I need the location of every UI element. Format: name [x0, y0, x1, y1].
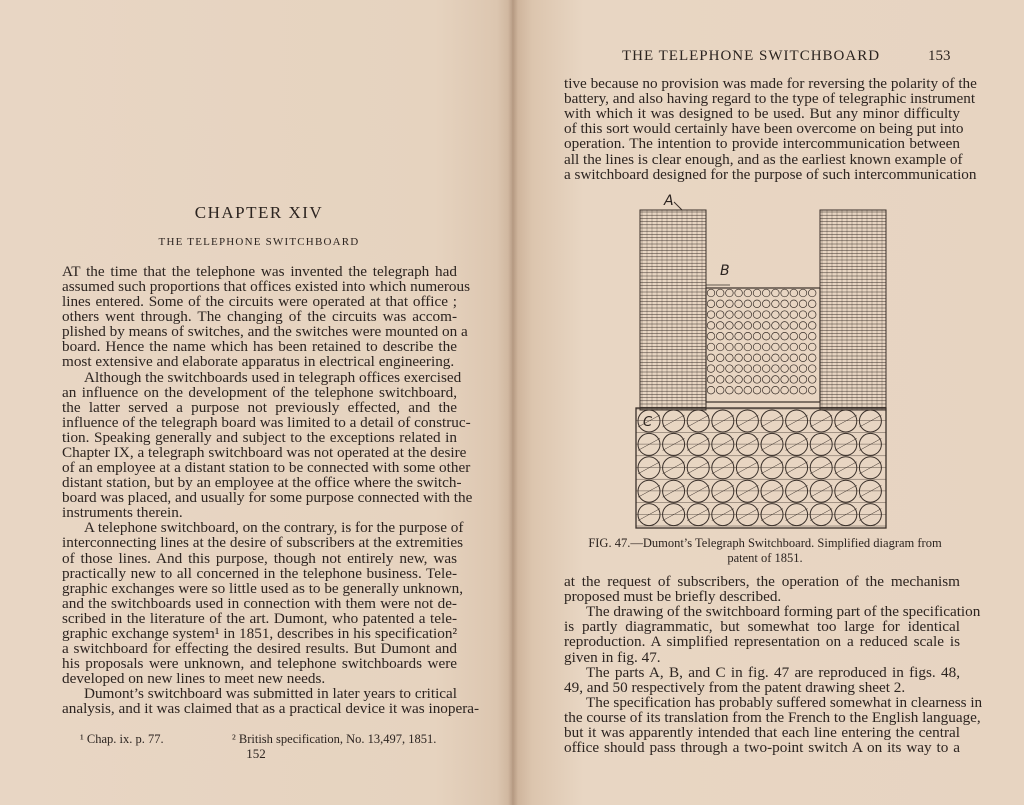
diagram-switch	[799, 322, 807, 330]
diagram-wire	[638, 438, 660, 450]
text-line: given in fig. 47.	[564, 648, 661, 666]
diagram-switch	[707, 376, 715, 384]
diagram-switch	[744, 386, 752, 394]
diagram-switch	[808, 386, 816, 394]
diagram-wire	[835, 438, 857, 450]
diagram-switch	[799, 354, 807, 362]
diagram-switch	[781, 311, 789, 319]
diagram-switch	[790, 343, 798, 351]
diagram-switch	[762, 386, 770, 394]
text-line: Although the switchboards used in telegraph offices exercised	[84, 368, 462, 386]
diagram-switch	[735, 365, 743, 373]
text-line: The drawing of the switchboard forming part of the specification	[586, 603, 981, 621]
diagram-switch	[790, 365, 798, 373]
text-line: an influence on the development of the telephone switchboard,	[62, 383, 457, 401]
diagram-switch	[772, 354, 780, 362]
diagram-wire	[786, 462, 808, 474]
diagram-switch	[762, 311, 770, 319]
chapter-heading: CHAPTER XIV	[194, 203, 324, 222]
figure-label-a: A	[664, 193, 674, 209]
diagram-switch	[772, 289, 780, 297]
text-line: 49, and 50 respectively from the patent drawing sheet 2.	[564, 678, 906, 696]
text-line: tion. Speaking generally and subject to the exceptions related in	[62, 428, 457, 446]
diagram-switch	[726, 386, 734, 394]
diagram-wire	[712, 415, 734, 427]
diagram-switch	[726, 300, 734, 308]
diagram-switch	[799, 376, 807, 384]
diagram-switch	[707, 365, 715, 373]
text-line: of those lines. And this purpose, though not entirely new, was	[62, 549, 457, 567]
diagram-switch	[799, 311, 807, 319]
diagram-switch	[799, 343, 807, 351]
diagram-switch	[808, 343, 816, 351]
diagram-wire	[663, 415, 685, 427]
page-number-left: 152	[246, 746, 266, 761]
figure-caption-line-1: FIG. 47.—Dumont’s Telegraph Switchboard. Simplified diagram from	[588, 536, 942, 550]
diagram-switch	[735, 386, 743, 394]
diagram-switch	[726, 343, 734, 351]
diagram-switch	[790, 289, 798, 297]
text-line: interconnecting lines at the desire of subscribers at the extremities	[62, 534, 464, 552]
figure-label-c: C	[643, 415, 653, 430]
diagram-switch	[772, 365, 780, 373]
diagram-switch	[753, 289, 761, 297]
diagram-wire	[786, 415, 808, 427]
diagram-wire	[761, 462, 783, 474]
diagram-switch	[735, 376, 743, 384]
diagram-switch	[735, 300, 743, 308]
diagram-switch	[735, 332, 743, 340]
diagram-wire	[736, 485, 758, 497]
text-line: assumed such proportions that offices existed into which numerous	[62, 278, 471, 296]
diagram-wire	[687, 485, 709, 497]
diagram-switch	[808, 322, 816, 330]
figure-label-b: B	[720, 263, 730, 279]
diagram-switch	[799, 300, 807, 308]
diagram-switch	[716, 376, 724, 384]
diagram-switch	[716, 354, 724, 362]
text-line: of this sort would certainly have been overcome on being put into	[564, 120, 964, 138]
diagram-switch	[716, 343, 724, 351]
text-line: lines entered. Some of the circuits were operated at that office ;	[62, 293, 457, 311]
diagram-switch	[781, 289, 789, 297]
switchboard-diagram	[630, 190, 892, 530]
text-line: Dumont’s switchboard was submitted in later years to critical	[84, 685, 457, 703]
diagram-switch	[707, 332, 715, 340]
diagram-switch	[799, 332, 807, 340]
text-line: board was placed, and usually for some purpose connected with the	[62, 489, 473, 507]
text-line: Chapter IX, a telegraph switchboard was not operated at the desire	[62, 443, 467, 461]
text-line: A telephone switchboard, on the contrary, is for the purpose of	[84, 519, 464, 537]
diagram-switch	[781, 332, 789, 340]
diagram-switch	[707, 311, 715, 319]
text-line: operation. The intention to provide intercommunication between	[564, 135, 960, 153]
diagram-switch	[772, 311, 780, 319]
diagram-switch	[753, 354, 761, 362]
diagram-wire	[835, 485, 857, 497]
diagram-switch	[772, 343, 780, 351]
diagram-switch	[772, 376, 780, 384]
diagram-switch	[716, 365, 724, 373]
diagram-wire	[835, 415, 857, 427]
diagram-wire	[663, 485, 685, 497]
diagram-switch	[716, 322, 724, 330]
diagram-wire	[736, 415, 758, 427]
diagram-switch	[790, 386, 798, 394]
text-line: battery, and also having regard to the type of telegraphic instrument	[564, 90, 976, 108]
text-line: of an employee at a distant station to be connected with some other	[62, 459, 471, 477]
diagram-wire	[736, 462, 758, 474]
diagram-switch	[707, 289, 715, 297]
diagram-switch	[707, 354, 715, 362]
diagram-switch	[799, 386, 807, 394]
text-line: but it was apparently intended that each line entering the central	[564, 724, 960, 741]
diagram-switch	[744, 354, 752, 362]
diagram-switch	[808, 376, 816, 384]
diagram-switch	[790, 300, 798, 308]
chapter-subtitle: THE TELEPHONE SWITCHBOARD	[158, 236, 360, 248]
diagram-wire	[835, 509, 857, 521]
diagram-switch	[762, 376, 770, 384]
diagram-wire	[712, 485, 734, 497]
diagram-wire	[810, 438, 832, 450]
text-line: a switchboard for effecting the desired results. But Dumont and	[62, 640, 457, 657]
diagram-switch	[753, 322, 761, 330]
diagram-switch	[744, 300, 752, 308]
diagram-switch	[808, 289, 816, 297]
diagram-switch	[744, 376, 752, 384]
diagram-wire	[663, 509, 685, 521]
diagram-wire	[687, 462, 709, 474]
text-line: plished by means of switches, and the switches were mounted on a	[62, 323, 468, 341]
diagram-wire	[786, 438, 808, 450]
footnote-2: ² British specification, No. 13,497, 1851.	[232, 732, 437, 746]
diagram-switch	[726, 289, 734, 297]
book-gutter	[508, 0, 518, 805]
diagram-wire	[736, 509, 758, 521]
diagram-wire	[761, 509, 783, 521]
diagram-wire	[859, 485, 881, 497]
text-line: distant station, but by an employee at the office where the switch-	[62, 474, 462, 492]
diagram-switch	[744, 322, 752, 330]
text-line: proposed must be briefly described.	[564, 588, 782, 606]
diagram-switch	[707, 322, 715, 330]
diagram-switch	[781, 300, 789, 308]
diagram-switch	[707, 300, 715, 308]
diagram-switch	[753, 376, 761, 384]
text-line: most extensive and elaborate apparatus in electrical engineering.	[62, 353, 455, 371]
diagram-switch	[790, 311, 798, 319]
diagram-switch	[762, 300, 770, 308]
text-line: the course of its translation from the French to the English language,	[564, 708, 981, 726]
diagram-switch	[772, 386, 780, 394]
diagram-switch	[744, 365, 752, 373]
text-line: developed on new lines to meet new needs.	[62, 670, 326, 688]
diagram-switch	[716, 311, 724, 319]
diagram-wire	[638, 509, 660, 521]
diagram-switch	[808, 332, 816, 340]
diagram-switch	[790, 322, 798, 330]
diagram-wire	[810, 415, 832, 427]
diagram-wire	[859, 438, 881, 450]
text-line: a switchboard designed for the purpose of such intercommunication	[564, 165, 977, 183]
diagram-switch	[726, 311, 734, 319]
diagram-switch	[735, 311, 743, 319]
diagram-wire	[835, 462, 857, 474]
diagram-switch	[735, 322, 743, 330]
diagram-switch	[753, 311, 761, 319]
text-line: graphic exchange system¹ in 1851, describes in his specification²	[62, 624, 457, 642]
diagram-wire	[638, 462, 660, 474]
diagram-wire	[859, 509, 881, 521]
text-line: instruments therein.	[62, 504, 183, 522]
diagram-switch	[772, 300, 780, 308]
diagram-switch	[799, 289, 807, 297]
diagram-switch	[735, 354, 743, 362]
diagram-switch	[762, 354, 770, 362]
diagram-wire	[786, 509, 808, 521]
diagram-wire	[674, 202, 682, 210]
text-line: influence of the telegraph board was limited to a detail of construc-	[62, 413, 471, 431]
diagram-switch	[808, 365, 816, 373]
figure-caption-line-2: patent of 1851.	[727, 551, 803, 565]
diagram-wire	[810, 509, 832, 521]
diagram-switch	[744, 343, 752, 351]
diagram-switch	[781, 354, 789, 362]
diagram-switch	[781, 376, 789, 384]
diagram-frame	[820, 210, 886, 410]
text-line: scribed in the literature of the art. Dumont, who patented a tele-	[62, 609, 457, 627]
diagram-switch	[744, 311, 752, 319]
diagram-wire	[736, 438, 758, 450]
diagram-switch	[762, 322, 770, 330]
diagram-switch	[753, 300, 761, 308]
diagram-switch	[726, 332, 734, 340]
diagram-switch	[707, 343, 715, 351]
text-line: The parts A, B, and C in fig. 47 are reproduced in figs. 48,	[586, 663, 960, 681]
diagram-wire	[810, 462, 832, 474]
diagram-switch	[726, 376, 734, 384]
page-number-right: 153	[928, 48, 951, 64]
text-line: AT the time that the telephone was invented the telegraph had	[62, 263, 457, 280]
diagram-switch	[716, 386, 724, 394]
diagram-switch	[762, 332, 770, 340]
text-line: the latter served a purpose not previously effected, and the	[62, 398, 457, 416]
diagram-switch	[744, 332, 752, 340]
text-line: with which it was designed to be used. But any minor difficulty	[564, 105, 960, 123]
diagram-switch	[716, 332, 724, 340]
diagram-wire	[663, 462, 685, 474]
text-line: and the switchboards used in connection with them were not de-	[62, 594, 457, 612]
text-line: board. Hence the name which has been retained to describe the	[62, 338, 457, 356]
diagram-switch	[753, 386, 761, 394]
text-line: is partly diagrammatic, but somewhat too large for identical	[564, 618, 960, 636]
diagram-wire	[687, 438, 709, 450]
diagram-switch	[799, 365, 807, 373]
diagram-wire	[712, 462, 734, 474]
diagram-wire	[712, 438, 734, 450]
running-head: THE TELEPHONE SWITCHBOARD	[622, 48, 881, 64]
diagram-switch	[808, 311, 816, 319]
diagram-switch	[772, 332, 780, 340]
diagram-switch	[808, 300, 816, 308]
text-line: graphic exchanges were so little used as to be generally unknown,	[62, 579, 464, 597]
diagram-switch	[753, 343, 761, 351]
diagram-switch	[781, 386, 789, 394]
text-line: at the request of subscribers, the operation of the mechanism	[564, 573, 960, 590]
text-line: analysis, and it was claimed that as a practical device it was inopera-	[62, 700, 480, 718]
diagram-wire	[810, 485, 832, 497]
diagram-switch	[790, 376, 798, 384]
text-line: tive because no provision was made for reversing the polarity of the	[564, 75, 977, 92]
diagram-switch	[762, 365, 770, 373]
diagram-frame	[640, 210, 706, 410]
text-line: all the lines is clear enough, and as the earliest known example of	[564, 150, 963, 168]
diagram-switch	[808, 354, 816, 362]
diagram-switch	[781, 322, 789, 330]
diagram-switch	[726, 365, 734, 373]
diagram-wire	[638, 485, 660, 497]
text-line: office should pass through a two-point switch A on its way to a	[564, 739, 960, 757]
diagram-wire	[786, 485, 808, 497]
diagram-switch	[735, 343, 743, 351]
diagram-wire	[687, 415, 709, 427]
diagram-switch	[781, 343, 789, 351]
diagram-wire	[663, 438, 685, 450]
diagram-wire	[761, 438, 783, 450]
footnote-1: ¹ Chap. ix. p. 77.	[80, 732, 164, 746]
diagram-switch	[781, 365, 789, 373]
diagram-wire	[859, 462, 881, 474]
diagram-switch	[716, 289, 724, 297]
diagram-switch	[707, 386, 715, 394]
figure-caption	[570, 536, 960, 566]
diagram-wire	[712, 509, 734, 521]
diagram-wire	[761, 415, 783, 427]
text-line: others went through. The changing of the circuits was accom-	[62, 308, 457, 326]
diagram-wire	[761, 485, 783, 497]
diagram-switch	[726, 354, 734, 362]
diagram-switch	[726, 322, 734, 330]
diagram-switch	[753, 365, 761, 373]
text-line: his proposals were unknown, and telephone switchboards were	[62, 655, 457, 673]
diagram-switch	[744, 289, 752, 297]
diagram-switch	[753, 332, 761, 340]
switchboard-figure	[630, 190, 892, 535]
diagram-switch	[772, 322, 780, 330]
diagram-switch	[735, 289, 743, 297]
diagram-switch	[762, 289, 770, 297]
text-line: practically new to all concerned in the telephone business. Tele-	[62, 564, 457, 582]
diagram-switch	[716, 300, 724, 308]
diagram-wire	[687, 509, 709, 521]
text-line: The specification has probably suffered somewhat in clearness in	[586, 693, 983, 711]
diagram-switch	[790, 332, 798, 340]
diagram-switch	[790, 354, 798, 362]
text-line: reproduction. A simplified representation on a reduced scale is	[564, 633, 960, 651]
diagram-switch	[762, 343, 770, 351]
diagram-wire	[859, 415, 881, 427]
